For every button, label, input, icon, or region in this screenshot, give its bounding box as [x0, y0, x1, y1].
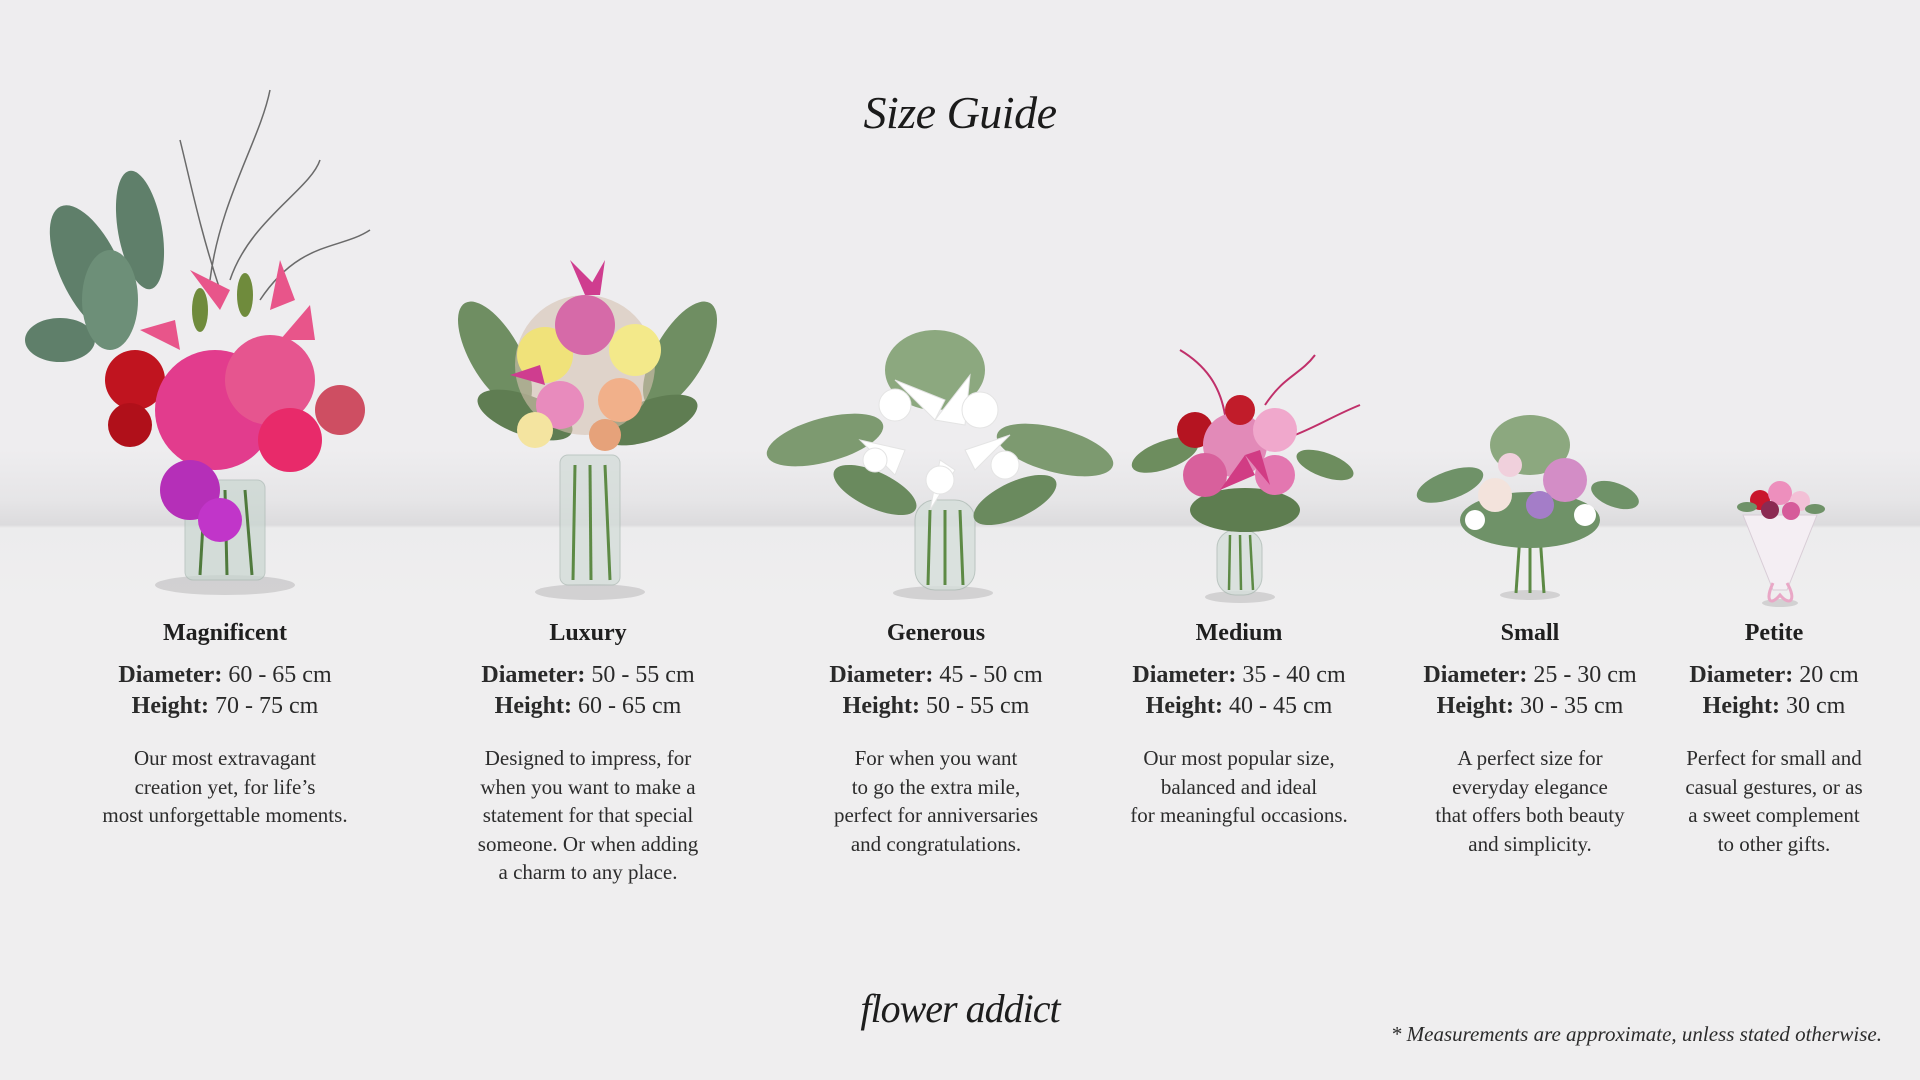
product-generous — [786, 618, 1086, 858]
diameter-line — [1089, 660, 1389, 691]
height-value: 30 cm — [1786, 693, 1846, 719]
height-label: Height: — [131, 693, 209, 719]
product-description: Designed to impress, for when you want to make a statement for that special someone. Or when adding a charm to any place. — [477, 746, 699, 884]
diameter-label: Diameter: — [829, 662, 934, 688]
product-magnificent — [75, 618, 375, 830]
height-label: Height: — [1702, 693, 1780, 719]
brand-logo: flower addict — [860, 986, 1060, 1031]
diameter-value: 20 cm — [1799, 662, 1859, 688]
product-name: Luxury — [549, 620, 627, 646]
product-petite — [1624, 618, 1920, 858]
height-label: Height: — [1436, 693, 1514, 719]
diameter-value: 50 - 55 cm — [591, 662, 695, 688]
height-label: Height: — [494, 693, 572, 719]
height-value: 70 - 75 cm — [215, 693, 319, 719]
product-name: Small — [1500, 620, 1560, 646]
product-name: Generous — [886, 620, 986, 646]
diameter-value: 35 - 40 cm — [1242, 662, 1346, 688]
height-label: Height: — [842, 693, 920, 719]
generous-bouquet-image — [765, 310, 1115, 605]
height-value: 40 - 45 cm — [1229, 693, 1333, 719]
small-bouquet-image — [1390, 395, 1630, 605]
product-name: Magnificent — [163, 620, 287, 646]
page-title: Size Guide — [863, 87, 1057, 138]
diameter-value: 25 - 30 cm — [1533, 662, 1637, 688]
medium-bouquet-image — [1125, 335, 1365, 605]
measurement-footnote: * Measurements are approximate, unless stated otherwise. — [1390, 1022, 1882, 1046]
magnificent-bouquet-image — [20, 80, 420, 600]
height-line — [75, 691, 375, 722]
height-line — [786, 691, 1086, 722]
height-value: 30 - 35 cm — [1520, 693, 1624, 719]
height-line — [1089, 691, 1389, 722]
diameter-line — [786, 660, 1086, 691]
product-description: Our most popular size, balanced and ideal for meaningful occasions. — [1130, 746, 1348, 827]
diameter-line — [1624, 660, 1920, 691]
diameter-label: Diameter: — [1132, 662, 1237, 688]
diameter-label: Diameter: — [481, 662, 586, 688]
height-value: 50 - 55 cm — [926, 693, 1030, 719]
product-name: Medium — [1195, 620, 1283, 646]
product-description: Perfect for small and casual gestures, or as a sweet complement to other gifts. — [1685, 746, 1863, 856]
petite-bouquet-image — [1725, 465, 1835, 610]
diameter-label: Diameter: — [1423, 662, 1528, 688]
product-description: A perfect size for everyday elegance that offers both beauty and simplicity. — [1435, 746, 1625, 856]
height-line — [438, 691, 738, 722]
product-luxury — [438, 618, 738, 887]
product-medium — [1089, 618, 1389, 830]
diameter-line — [75, 660, 375, 691]
height-line — [1624, 691, 1920, 722]
diameter-line — [438, 660, 738, 691]
product-name: Petite — [1744, 620, 1804, 646]
luxury-bouquet-image — [425, 235, 745, 605]
diameter-label: Diameter: — [118, 662, 223, 688]
height-label: Height: — [1145, 693, 1223, 719]
product-description: Our most extravagant creation yet, for life’s most unforgettable moments. — [102, 746, 348, 827]
diameter-label: Diameter: — [1689, 662, 1794, 688]
height-value: 60 - 65 cm — [578, 693, 682, 719]
product-description: For when you want to go the extra mile, perfect for anniversaries and congratulations. — [833, 746, 1039, 856]
diameter-value: 60 - 65 cm — [228, 662, 332, 688]
diameter-value: 45 - 50 cm — [939, 662, 1043, 688]
